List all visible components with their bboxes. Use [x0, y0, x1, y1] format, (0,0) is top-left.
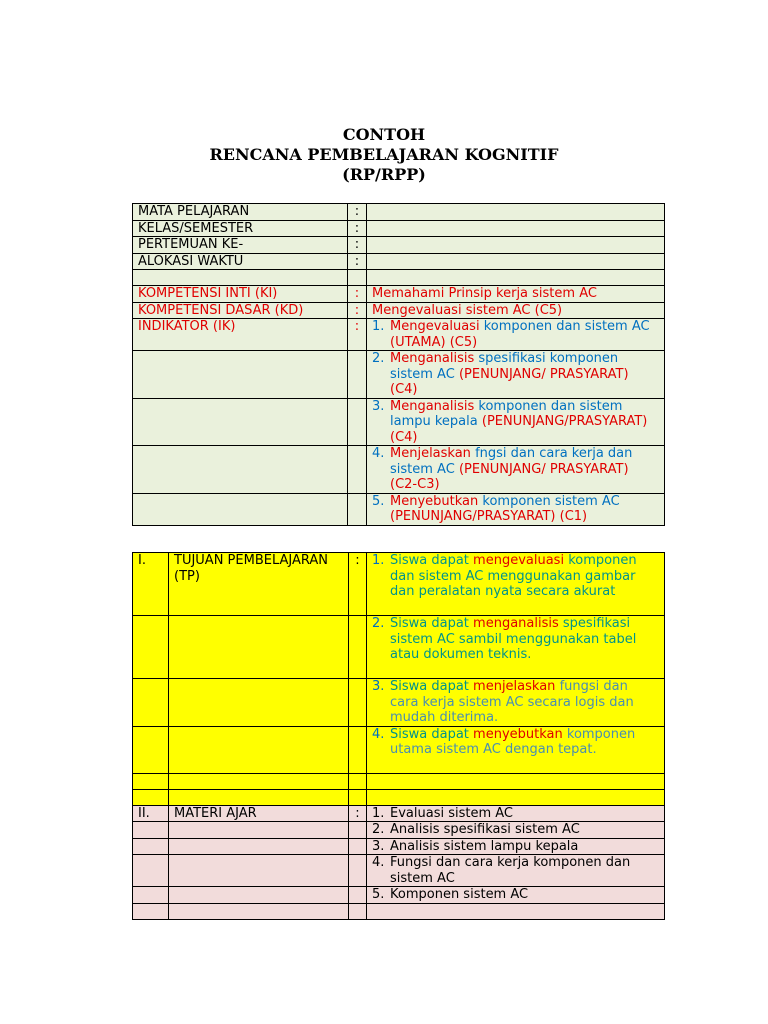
- row-materi-2: [133, 822, 665, 839]
- row-kd: [133, 302, 665, 319]
- materi-item: 2. Analisis spesifikasi sistem AC: [367, 822, 665, 839]
- row-materi-3: [133, 838, 665, 855]
- row-alokasi-waktu: [133, 253, 665, 270]
- label-materi: MATERI AJAR: [169, 805, 349, 822]
- materi-item: 5. Komponen sistem AC: [367, 887, 665, 904]
- row-empty: [133, 270, 665, 286]
- row-tujuan-2: [133, 616, 665, 679]
- row-mata-pelajaran: [133, 204, 665, 221]
- label-pertemuan: PERTEMUAN KE-: [133, 237, 348, 254]
- label-kd: KOMPETENSI DASAR (KD): [133, 302, 348, 319]
- value-alokasi-waktu[interactable]: [367, 253, 665, 270]
- indicator-item: 4. Menjelaskan fngsi dan cara kerja dan sistem AC (PENUNJANG/ PRASYARAT) (C2-C3): [367, 446, 665, 494]
- colon: :: [348, 237, 367, 254]
- tujuan-item: 2. Siswa dapat menganalisis spesifikasi sistem AC sambil menggunakan tabel atau dokumen teknis.: [367, 616, 665, 679]
- row-tujuan-4: [133, 726, 665, 773]
- doc-title-line2: RENCANA PEMBELAJARAN KOGNITIF: [209, 145, 559, 164]
- indicator-item: 3. Menganalisis komponen dan sistem lampu kepala (PENUNJANG/PRASYARAT) (C4): [367, 398, 665, 446]
- value-ki: Memahami Prinsip kerja sistem AC: [367, 286, 665, 303]
- row-empty: [133, 789, 665, 805]
- row-indikator-1: [133, 319, 665, 351]
- row-ki: [133, 286, 665, 303]
- value-mata-pelajaran[interactable]: [367, 204, 665, 221]
- row-indikator-4: [133, 446, 665, 494]
- row-materi-1: [133, 805, 665, 822]
- identity-table: [132, 203, 665, 526]
- row-tujuan-1: [133, 553, 665, 616]
- colon: :: [348, 204, 367, 221]
- row-kelas-semester: [133, 220, 665, 237]
- roman-numeral: I.: [133, 553, 169, 616]
- row-indikator-3: [133, 398, 665, 446]
- colon: :: [348, 253, 367, 270]
- row-indikator-5: [133, 493, 665, 525]
- colon: :: [348, 220, 367, 237]
- label-tujuan: TUJUAN PEMBELAJARAN (TP): [169, 553, 349, 616]
- materi-item: 1. Evaluasi sistem AC: [367, 805, 665, 822]
- label-ki: KOMPETENSI INTI (KI): [133, 286, 348, 303]
- colon: :: [348, 319, 367, 351]
- value-kelas-semester[interactable]: [367, 220, 665, 237]
- tujuan-item: 4. Siswa dapat menyebutkan komponen utama sistem AC dengan tepat.: [367, 726, 665, 773]
- value-kd: Mengevaluasi sistem AC (C5): [367, 302, 665, 319]
- row-materi-5: [133, 887, 665, 904]
- doc-title-line1: CONTOH: [342, 125, 426, 144]
- materi-item: 4. Fungsi dan cara kerja komponen dan sistem AC: [367, 855, 665, 887]
- value-pertemuan[interactable]: [367, 237, 665, 254]
- colon: :: [348, 286, 367, 303]
- indicator-item: 1. Mengevaluasi komponen dan sistem AC (UTAMA) (C5): [367, 319, 665, 351]
- colon: :: [348, 302, 367, 319]
- tujuan-item: 1. Siswa dapat mengevaluasi komponen dan sistem AC menggunakan gambar dan peralatan nyata secara akurat: [367, 553, 665, 616]
- colon: :: [349, 805, 367, 822]
- colon: :: [349, 553, 367, 616]
- tujuan-item: 3. Siswa dapat menjelaskan fungsi dan cara kerja sistem AC secara logis dan mudah diterima.: [367, 679, 665, 727]
- row-materi-4: [133, 855, 665, 887]
- tujuan-materi-table: [132, 552, 665, 920]
- label-kelas-semester: KELAS/SEMESTER: [133, 220, 348, 237]
- indicator-item: 2. Menganalisis spesifikasi komponen sistem AC (PENUNJANG/ PRASYARAT) (C4): [367, 351, 665, 399]
- row-empty: [133, 773, 665, 789]
- materi-item: 3. Analisis sistem lampu kepala: [367, 838, 665, 855]
- label-alokasi-waktu: ALOKASI WAKTU: [133, 253, 348, 270]
- row-indikator-2: [133, 351, 665, 399]
- label-ik: INDIKATOR (IK): [133, 319, 348, 351]
- row-empty: [133, 903, 665, 919]
- indicator-item: 5. Menyebutkan komponen sistem AC (PENUNJANG/PRASYARAT) (C1): [367, 493, 665, 525]
- label-mata-pelajaran: MATA PELAJARAN: [133, 204, 348, 221]
- doc-title-line3: (RP/RPP): [342, 165, 426, 184]
- roman-numeral: II.: [133, 805, 169, 822]
- row-tujuan-3: [133, 679, 665, 727]
- row-pertemuan: [133, 237, 665, 254]
